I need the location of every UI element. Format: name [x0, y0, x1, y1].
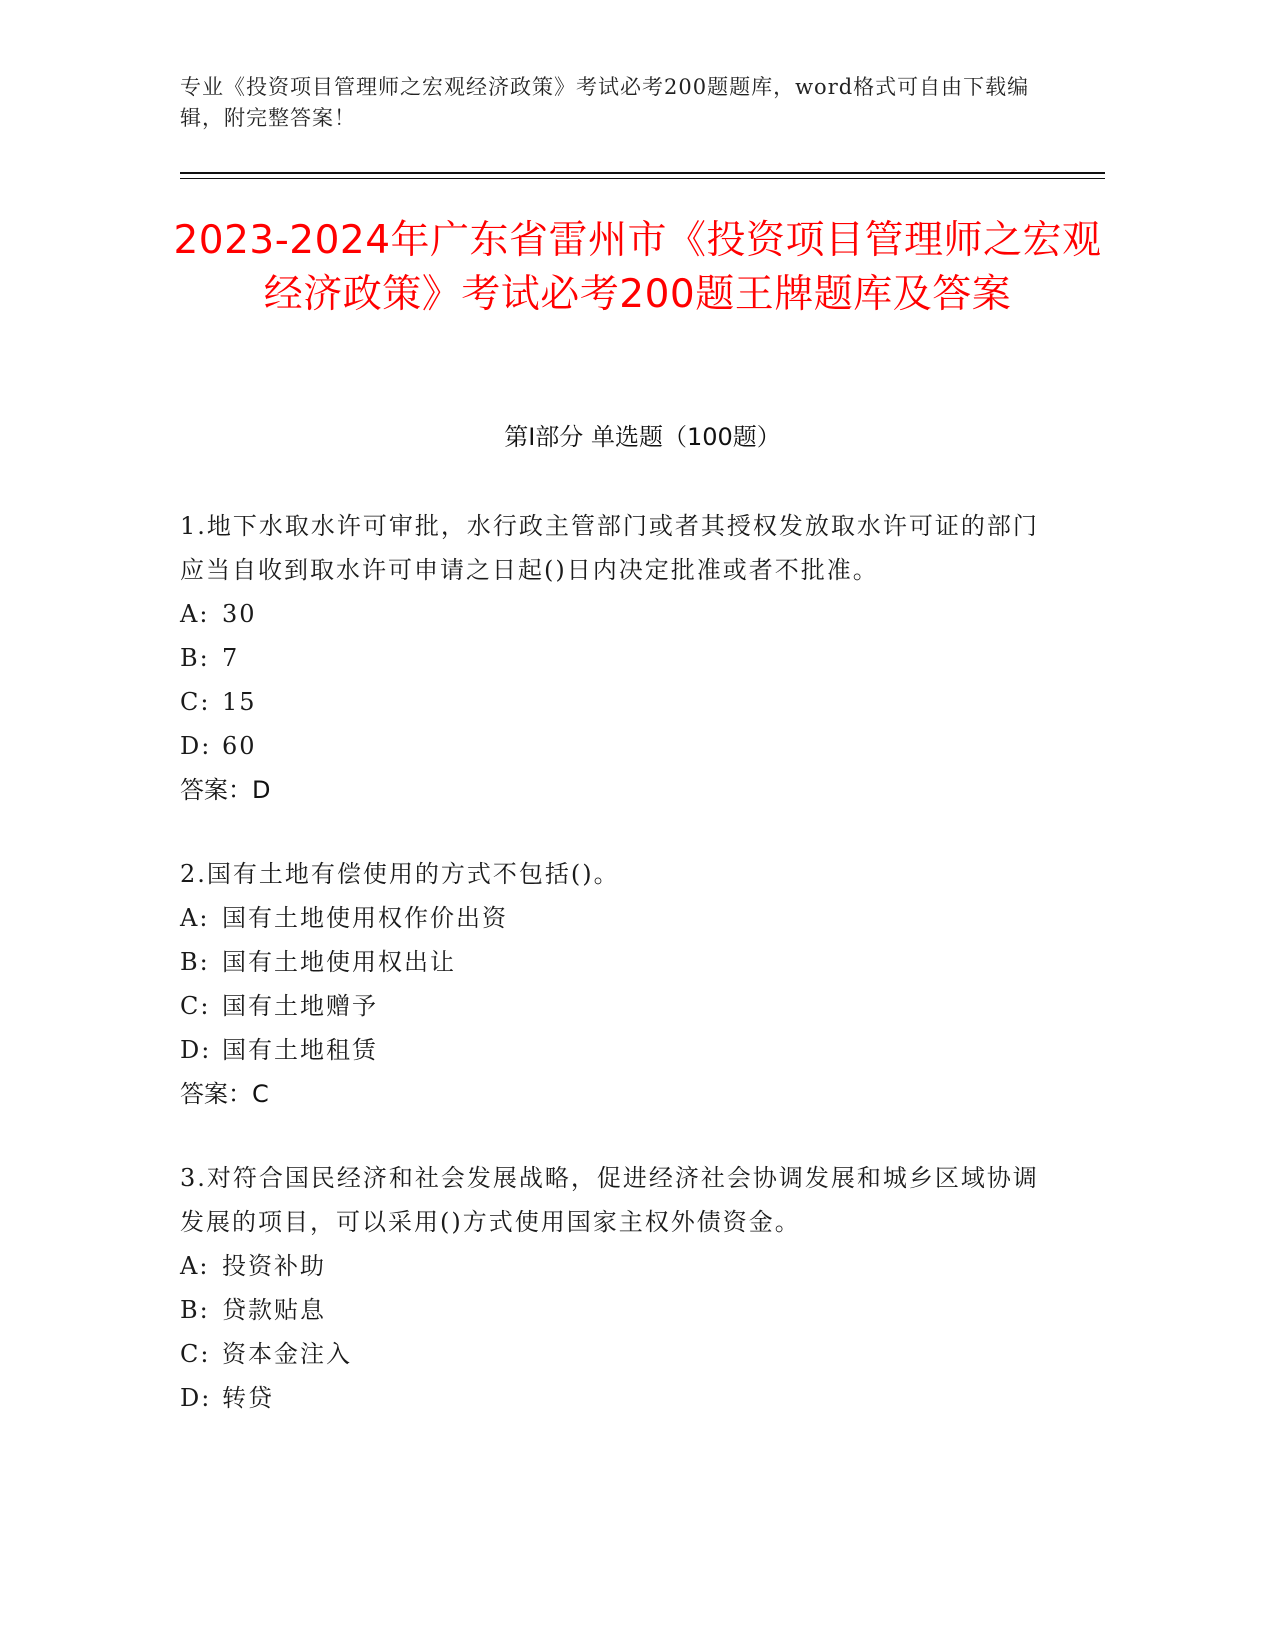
option-d [180, 1028, 1060, 1072]
option-key: B: [180, 1296, 210, 1324]
option-text: 国有土地使用权作价出资 [222, 904, 508, 932]
option-c [180, 680, 1060, 724]
question-stem: 1.地下水取水许可审批，水行政主管部门或者其授权发放取水许可证的部门应当自收到取水许可申请之日起()日内决定批准或者不批准。 [180, 512, 1039, 584]
option-text: 国有土地租赁 [222, 1036, 378, 1064]
question-stem: 3.对符合国民经济和社会发展战略，促进经济社会协调发展和城乡区域协调发展的项目，可以采用()方式使用国家主权外债资金。 [180, 1164, 1039, 1236]
header-divider-thick [180, 172, 1105, 174]
option-text: 投资补助 [222, 1252, 326, 1280]
question-3 [180, 1156, 1060, 1420]
option-text: 60 [222, 732, 257, 760]
option-text: 资本金注入 [222, 1340, 352, 1368]
question-2 [180, 852, 1060, 1116]
option-key: B: [180, 644, 210, 672]
option-text: 15 [222, 688, 257, 716]
option-key: A: [180, 600, 210, 628]
option-text: 转贷 [222, 1384, 274, 1412]
header-note: 专业《投资项目管理师之宏观经济政策》考试必考200题题库，word格式可自由下载编辑，附完整答案！ [180, 75, 1030, 130]
section-heading: 第I部分 单选题（100题） [504, 423, 781, 451]
option-key: A: [180, 904, 210, 932]
option-text: 7 [222, 644, 240, 672]
option-a [180, 896, 1060, 940]
option-key: C: [180, 992, 211, 1020]
option-d [180, 1376, 1060, 1420]
option-b [180, 1288, 1060, 1332]
answer: 答案：C [180, 1080, 269, 1108]
option-c [180, 1332, 1060, 1376]
option-a [180, 592, 1060, 636]
option-key: B: [180, 948, 210, 976]
option-text: 30 [222, 600, 257, 628]
option-key: D: [180, 1384, 212, 1412]
option-c [180, 984, 1060, 1028]
option-key: D: [180, 732, 212, 760]
question-stem: 2.国有土地有偿使用的方式不包括()。 [180, 860, 620, 888]
answer: 答案：D [180, 776, 271, 804]
document-title: 2023-2024年广东省雷州市《投资项目管理师之宏观经济政策》考试必考200题王牌题库及答案 [173, 218, 1102, 317]
question-1 [180, 504, 1060, 812]
header-divider-thin [180, 178, 1105, 179]
option-key: A: [180, 1252, 210, 1280]
option-key: C: [180, 688, 211, 716]
option-key: D: [180, 1036, 212, 1064]
option-text: 贷款贴息 [222, 1296, 326, 1324]
option-b [180, 636, 1060, 680]
option-text: 国有土地使用权出让 [222, 948, 456, 976]
option-b [180, 940, 1060, 984]
option-d [180, 724, 1060, 768]
option-a [180, 1244, 1060, 1288]
option-text: 国有土地赠予 [222, 992, 378, 1020]
option-key: C: [180, 1340, 211, 1368]
